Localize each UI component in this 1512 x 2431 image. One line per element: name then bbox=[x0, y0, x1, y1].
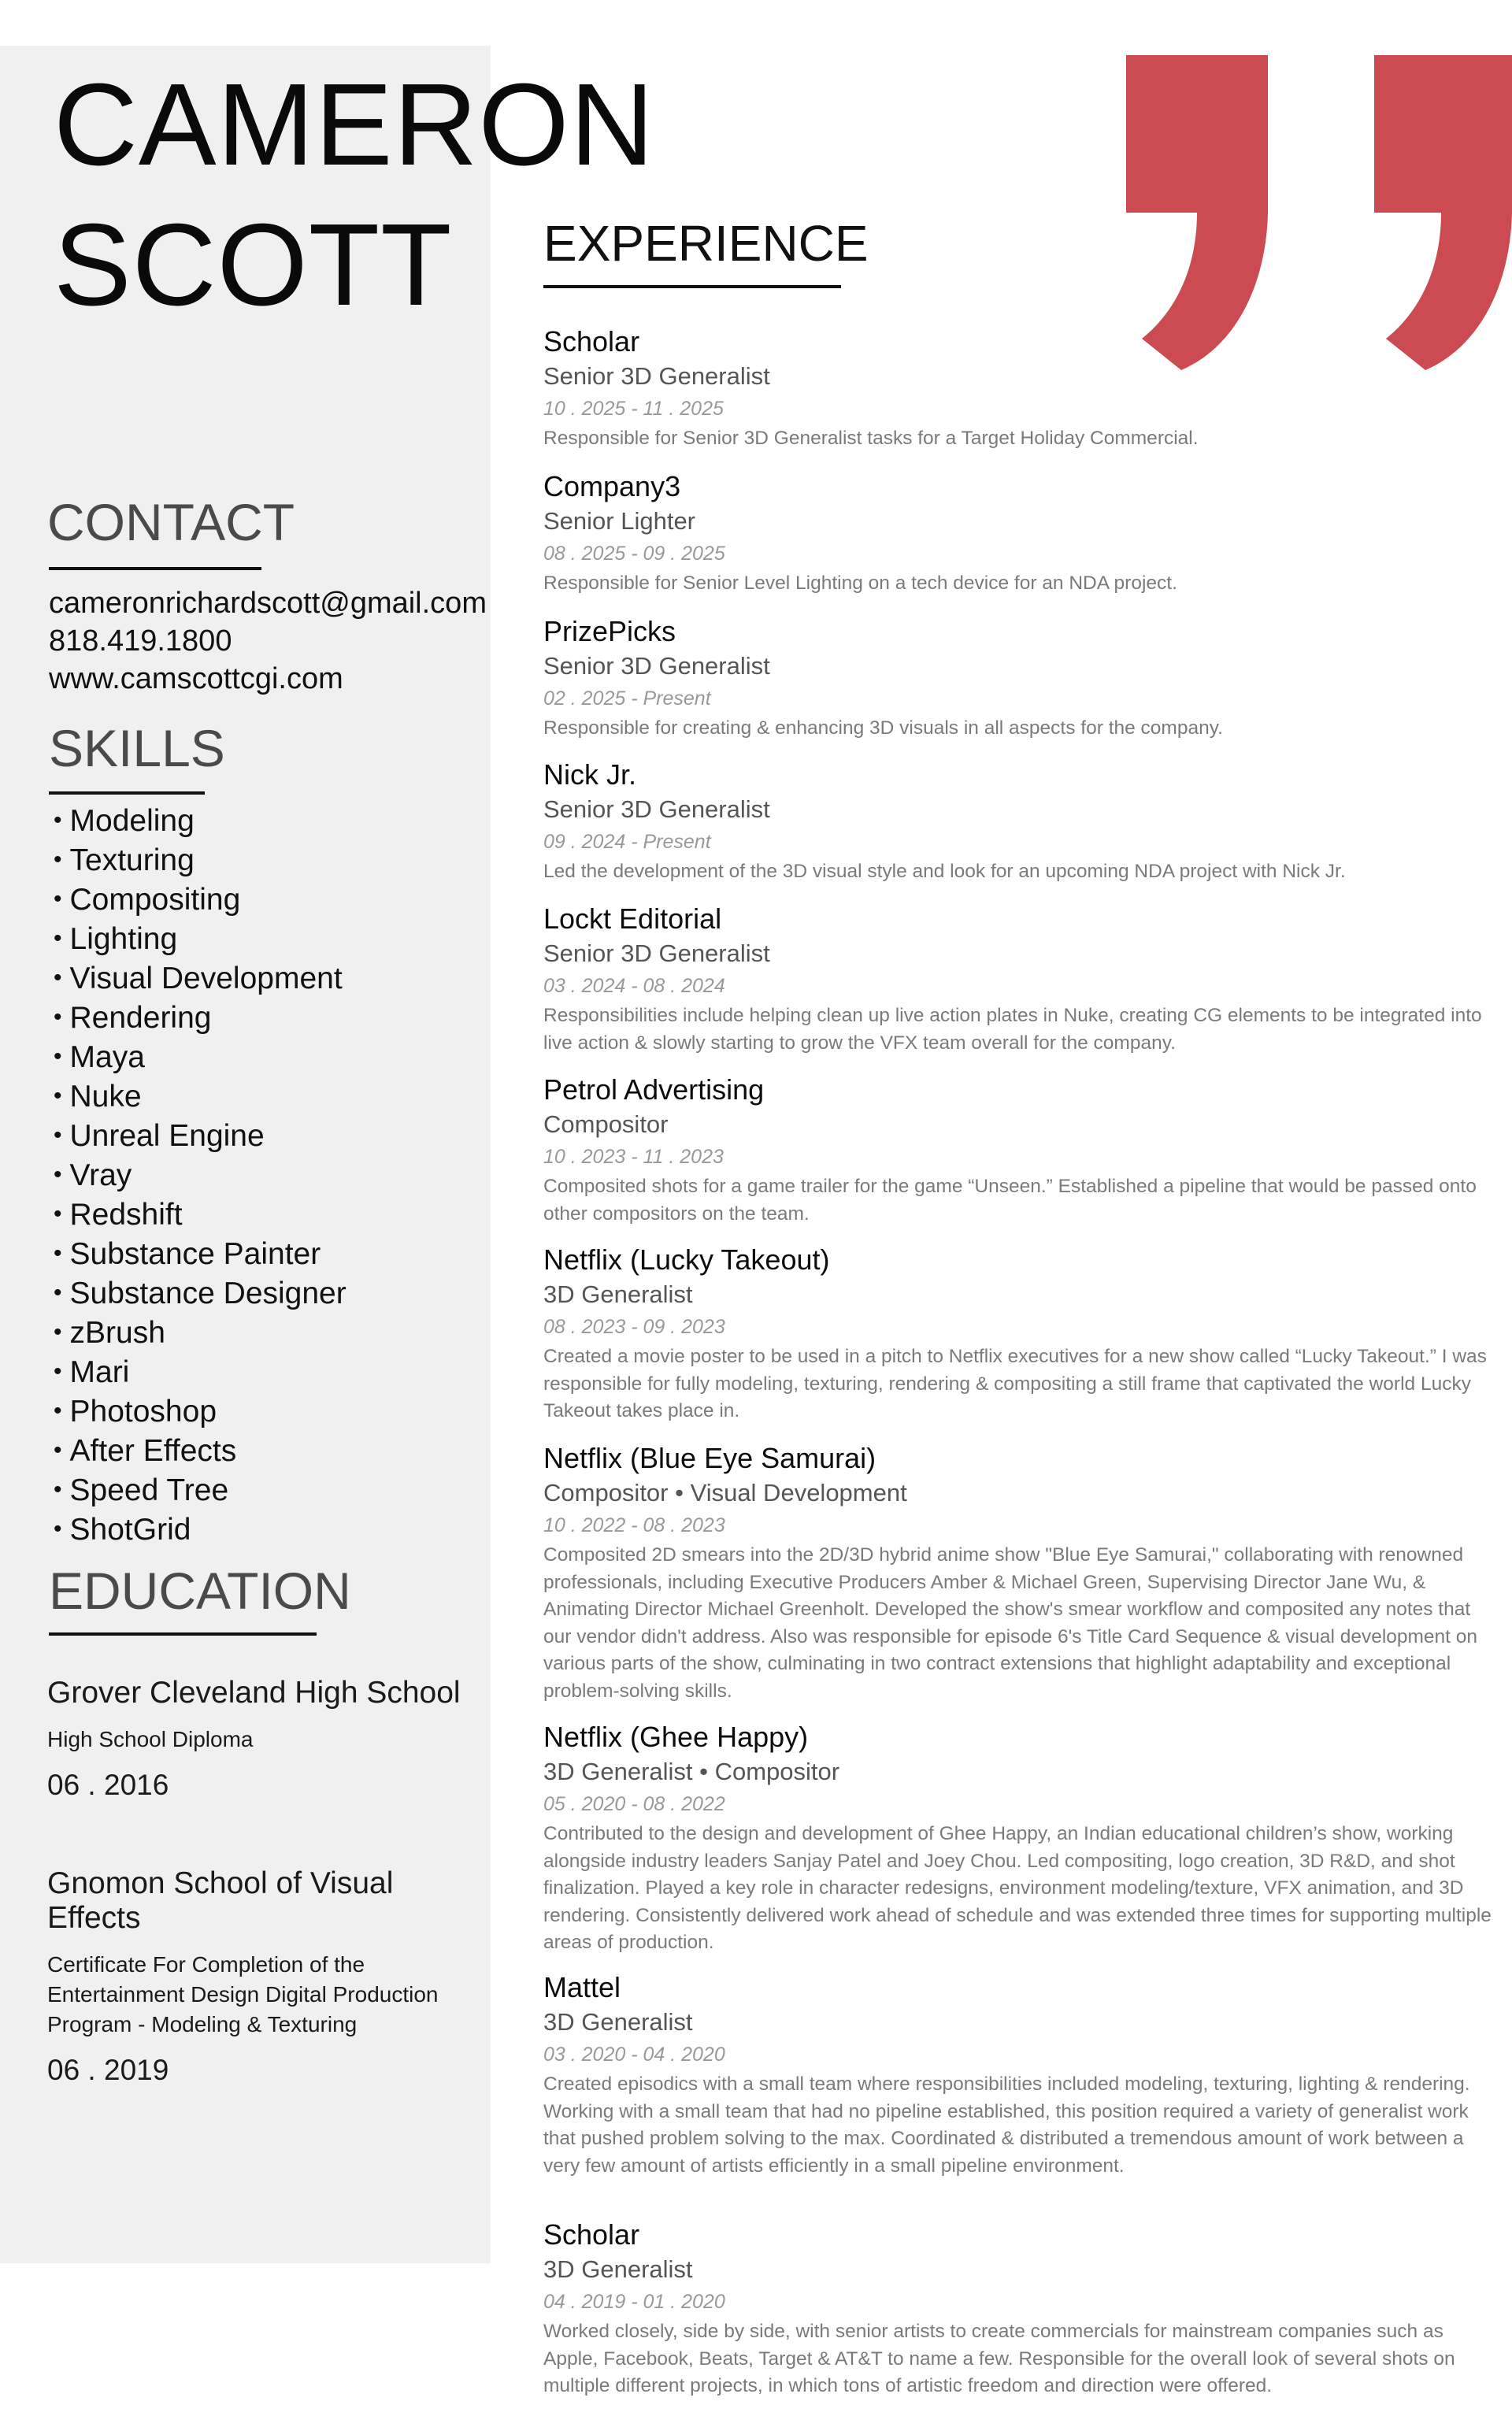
skill-item: • Photoshop bbox=[54, 1392, 346, 1431]
job-entry bbox=[543, 1073, 1500, 1228]
skill-item: • Vray bbox=[54, 1155, 346, 1195]
company-name: Nick Jr. bbox=[543, 758, 637, 791]
skill-item: • Texturing bbox=[54, 840, 346, 880]
job-dates: 08 . 2025 - 09 . 2025 bbox=[543, 543, 725, 565]
skill-item: • zBrush bbox=[54, 1313, 346, 1352]
job-entry bbox=[543, 1970, 1500, 2180]
skill-item: • Rendering bbox=[54, 998, 346, 1037]
job-dates: 05 . 2020 - 08 . 2022 bbox=[543, 1793, 725, 1815]
job-dates: 09 . 2024 - Present bbox=[543, 831, 711, 853]
candidate-name bbox=[54, 55, 654, 335]
job-role: 3D Generalist bbox=[543, 2255, 693, 2283]
skill-item: • Mari bbox=[54, 1352, 346, 1392]
job-entry bbox=[543, 324, 1500, 453]
skill-item: • Compositing bbox=[54, 880, 346, 919]
job-role: Compositor bbox=[543, 1110, 669, 1138]
contact-list bbox=[49, 584, 487, 698]
job-description: Created a movie poster to be used in a pitch to Netflix executives for a new show called “Lucky Takeout.” I was responsible for fully modeling, texturing, rendering & compositing a still frame that captivated the world Lucky Takeout takes place in. bbox=[543, 1346, 1487, 1421]
job-dates: 08 . 2023 - 09 . 2023 bbox=[543, 1316, 725, 1338]
skill-item: • Substance Painter bbox=[54, 1234, 346, 1273]
credential: Certificate For Completion of the Entertainment Design Digital Production Program - Modeling & Texturing bbox=[47, 1952, 439, 2036]
job-dates: 02 . 2025 - Present bbox=[543, 687, 711, 710]
company-name: Netflix (Blue Eye Samurai) bbox=[543, 1442, 876, 1474]
contact-divider bbox=[49, 567, 261, 570]
education-item bbox=[47, 1866, 488, 2087]
job-description: Responsible for Senior 3D Generalist tasks for a Target Holiday Commercial. bbox=[543, 428, 1199, 449]
skill-item: • Redshift bbox=[54, 1195, 346, 1234]
job-role: Senior 3D Generalist bbox=[543, 795, 770, 823]
job-description: Worked closely, side by side, with senior artists to create commercials for mainstream companies such as Apple, Facebook, Beats, Target & AT&T to name a few. Responsible for the overall look of several shots on multiple different projects, in which tons of artistic freedom and direction were offered. bbox=[543, 2321, 1455, 2396]
job-description: Composited shots for a game trailer for the game “Unseen.” Established a pipeline that would be passed onto other compositors on the team. bbox=[543, 1176, 1477, 1225]
education-heading: EDUCATION bbox=[49, 1562, 351, 1620]
company-name: Mattel bbox=[543, 1971, 621, 2003]
skill-item: • Speed Tree bbox=[54, 1470, 346, 1510]
job-dates: 10 . 2025 - 11 . 2025 bbox=[543, 398, 724, 420]
skill-item: • After Effects bbox=[54, 1431, 346, 1470]
job-description: Responsible for creating & enhancing 3D visuals in all aspects for the company. bbox=[543, 717, 1223, 739]
job-entry bbox=[543, 1243, 1500, 1425]
skill-item: • Maya bbox=[54, 1037, 346, 1077]
skills-heading: SKILLS bbox=[49, 719, 225, 777]
graduation-date: 06 . 2019 bbox=[47, 2054, 169, 2086]
job-role: 3D Generalist • Compositor bbox=[543, 1758, 840, 1785]
skill-item: • Unreal Engine bbox=[54, 1116, 346, 1155]
experience-divider bbox=[543, 285, 841, 288]
school-name: Grover Cleveland High School bbox=[47, 1676, 461, 1710]
job-description: Responsible for Senior Level Lighting on a tech device for an NDA project. bbox=[543, 573, 1177, 594]
graduation-date: 06 . 2016 bbox=[47, 1769, 169, 1801]
company-name: Netflix (Lucky Takeout) bbox=[543, 1243, 830, 1276]
first-name: CAMERON bbox=[54, 60, 655, 190]
skill-item: • Nuke bbox=[54, 1077, 346, 1116]
skill-item: • Visual Development bbox=[54, 958, 346, 998]
job-role: Senior Lighter bbox=[543, 507, 696, 535]
experience-heading: EXPERIENCE bbox=[543, 215, 869, 272]
education-item bbox=[47, 1676, 488, 1802]
contact-heading: CONTACT bbox=[47, 493, 295, 551]
job-dates: 10 . 2023 - 11 . 2023 bbox=[543, 1146, 724, 1168]
credential: High School Diploma bbox=[47, 1727, 254, 1751]
job-role: Senior 3D Generalist bbox=[543, 362, 770, 390]
job-entry bbox=[543, 2218, 1500, 2400]
company-name: Scholar bbox=[543, 2218, 640, 2251]
job-role: 3D Generalist bbox=[543, 1280, 693, 1308]
last-name: SCOTT bbox=[54, 200, 453, 330]
job-description: Contributed to the design and development of Ghee Happy, an Indian educational children’s show, working alongside industry leaders Sanjay Patel and Joey Chou. Led compositing, logo creation, 3D R&D, and shot finalization. Played a key role in character redesigns, environment modeling/texture, VFX animation, and 3D rendering. Consistently delivered work ahead of schedule and was extended three times for supporting multiple areas of production. bbox=[543, 1823, 1492, 1953]
company-name: Netflix (Ghee Happy) bbox=[543, 1721, 809, 1753]
job-description: Responsibilities include helping clean up live action plates in Nuke, creating CG elements to be integrated into live action & slowly starting to grow the VFX team overall for the company. bbox=[543, 1005, 1482, 1054]
job-description: Created episodics with a small team where responsibilities included modeling, texturing, lighting & rendering. Working with a small team that had no pipeline established, this position required a variety of generalist work that pushed problem solving to the max. Coordinated & distributed a tremendous amount of work between a very few amount of artists efficiently in a small pipeline environment. bbox=[543, 2073, 1470, 2177]
job-entry bbox=[543, 469, 1500, 598]
skill-item: • Lighting bbox=[54, 919, 346, 958]
job-entry bbox=[543, 1441, 1500, 1705]
job-description: Composited 2D smears into the 2D/3D hybrid anime show "Blue Eye Samurai," collaborating with renowned professionals, including Executive Producers Amber & Michael Green, Supervising Director Jane Wu, & Animating Director Michael Greenholt. Developed the show's smear workflow and composited any notes that our vendor didn't address. Also was responsible for episode 6's Title Card Sequence & visual development on various parts of the show, culminating in two contract extensions that highlight adaptability and exceptional problem-solving skills. bbox=[543, 1544, 1478, 1702]
company-name: Scholar bbox=[543, 325, 640, 358]
email-link[interactable]: cameronrichardscott@gmail.com bbox=[49, 587, 487, 620]
job-role: Senior 3D Generalist bbox=[543, 652, 770, 680]
skills-divider bbox=[49, 791, 205, 795]
job-role: Senior 3D Generalist bbox=[543, 939, 770, 967]
company-name: Company3 bbox=[543, 470, 681, 502]
job-entry bbox=[543, 758, 1500, 886]
job-description: Led the development of the 3D visual style and look for an upcoming NDA project with Nick Jr. bbox=[543, 861, 1346, 882]
job-entry bbox=[543, 902, 1500, 1057]
phone-number: 818.419.1800 bbox=[49, 624, 232, 658]
skills-list bbox=[54, 801, 346, 1549]
skill-item: • Modeling bbox=[54, 801, 346, 840]
education-divider bbox=[49, 1632, 317, 1636]
job-dates: 04 . 2019 - 01 . 2020 bbox=[543, 2291, 725, 2313]
website-link[interactable]: www.camscottcgi.com bbox=[49, 662, 343, 695]
school-name: Gnomon School of Visual Effects bbox=[47, 1866, 394, 1935]
company-name: PrizePicks bbox=[543, 615, 676, 647]
job-dates: 03 . 2020 - 04 . 2020 bbox=[543, 2044, 725, 2066]
job-role: 3D Generalist bbox=[543, 2008, 693, 2036]
job-entry bbox=[543, 614, 1500, 743]
company-name: Lockt Editorial bbox=[543, 902, 722, 935]
job-role: Compositor • Visual Development bbox=[543, 1479, 907, 1506]
company-name: Petrol Advertising bbox=[543, 1073, 765, 1106]
skill-item: • ShotGrid bbox=[54, 1510, 346, 1549]
job-dates: 03 . 2024 - 08 . 2024 bbox=[543, 975, 725, 997]
job-dates: 10 . 2022 - 08 . 2023 bbox=[543, 1514, 725, 1536]
job-entry bbox=[543, 1720, 1500, 1957]
skill-item: • Substance Designer bbox=[54, 1273, 346, 1313]
